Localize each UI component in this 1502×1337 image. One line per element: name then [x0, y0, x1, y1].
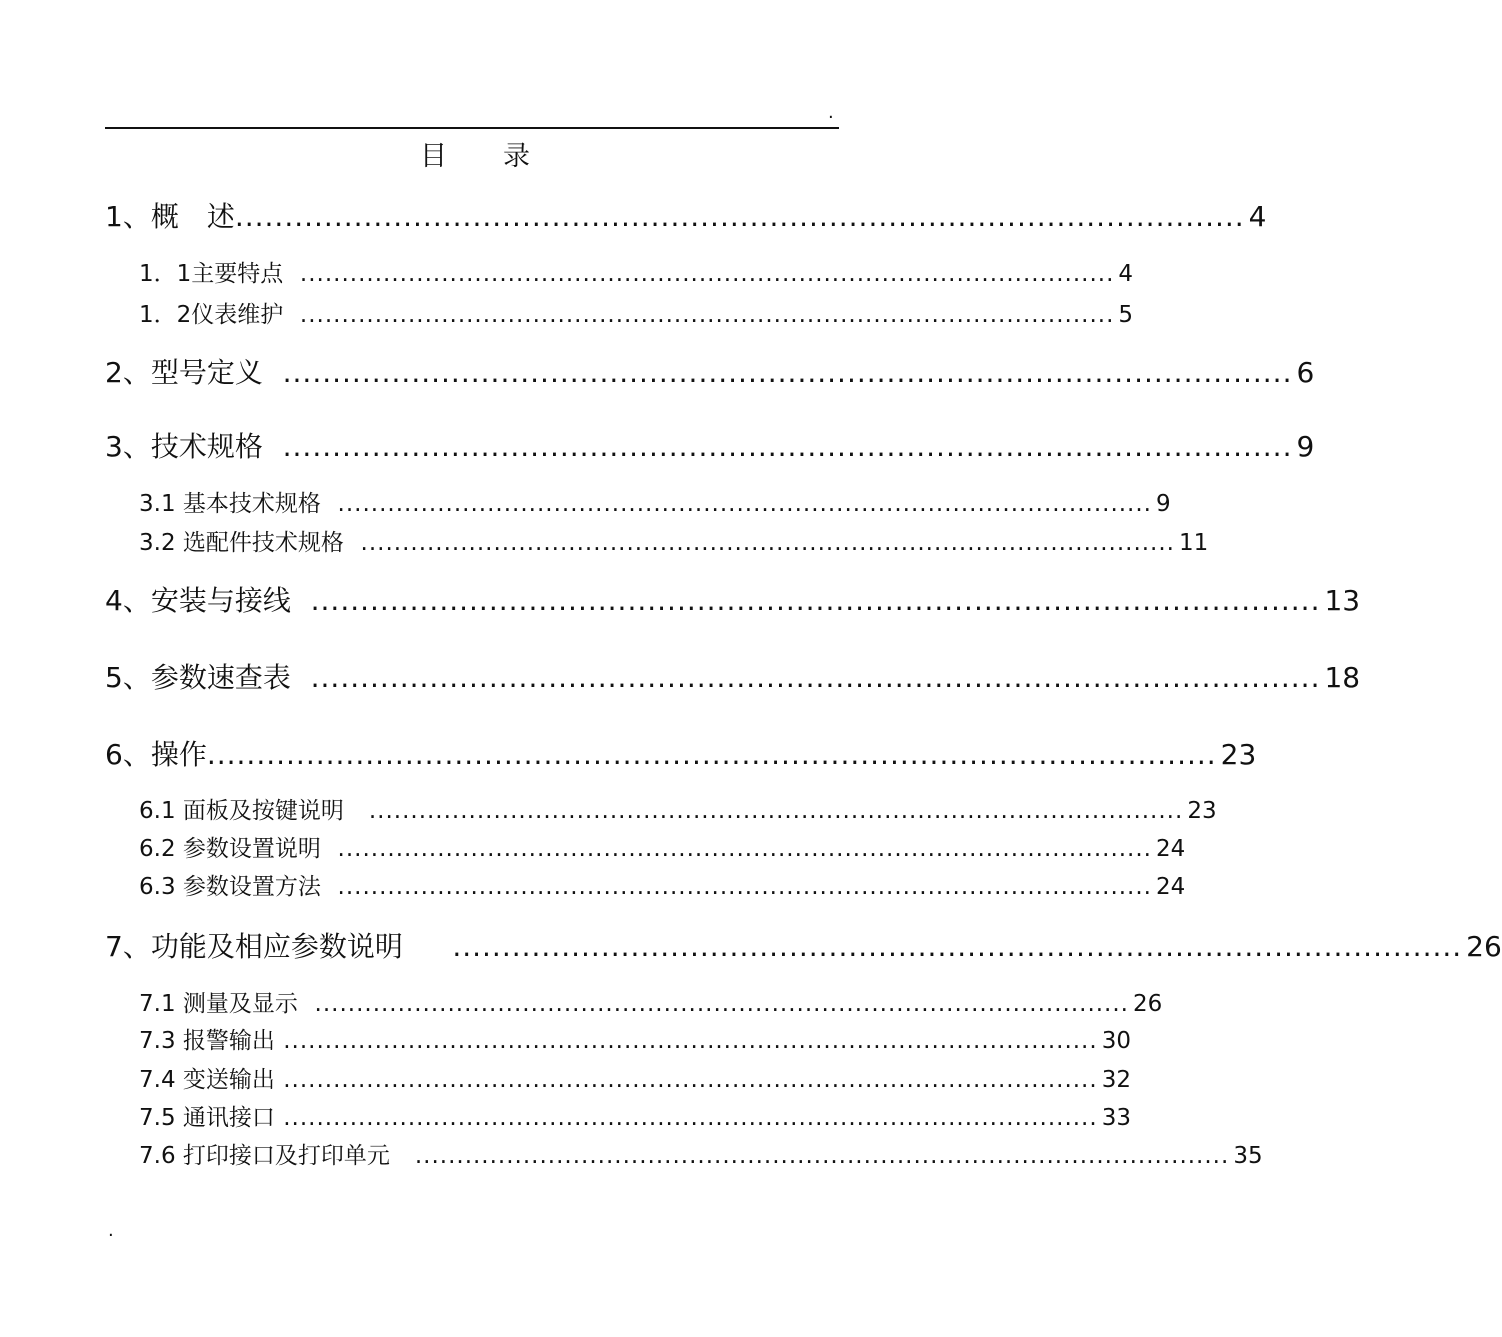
toc-entry-label: 4、安装与接线 — [105, 584, 291, 617]
toc-entry-6-1[interactable] — [0, 796, 1217, 826]
toc-leader-dots: .................................................................................................. — [389, 1143, 1230, 1169]
toc-entry-page: 9 — [1156, 491, 1171, 517]
toc-leader-dots: .................................................................................................. — [283, 261, 1115, 287]
toc-entry-label: 1．1主要特点 — [139, 261, 284, 287]
toc-leader-dots: ...................................................................................................... — [206, 738, 1217, 771]
toc-entry-label: 6.1 面板及按键说明 — [139, 798, 344, 824]
toc-entry-page: 4 — [1248, 200, 1267, 233]
toc-entry-7-6[interactable] — [0, 1141, 1263, 1171]
toc-entry-page: 13 — [1324, 584, 1361, 617]
toc-leader-dots: .................................................................................................. — [283, 302, 1115, 328]
toc-entry-label: 7.4 变送输出 — [139, 1067, 275, 1093]
header-dot: . — [828, 102, 834, 123]
toc-entry-1-2[interactable] — [0, 300, 1134, 330]
toc-entry-label: 6.3 参数设置方法 — [139, 874, 321, 900]
toc-entry-3[interactable] — [0, 429, 1315, 465]
toc-entry-6-3[interactable] — [0, 872, 1186, 902]
toc-entry-label: 1、概 述 — [105, 200, 235, 233]
footer-dot: . — [108, 1220, 114, 1241]
toc-entry-label: 1．2仪表维护 — [139, 302, 284, 328]
toc-entry-page: 23 — [1187, 798, 1217, 824]
toc-entry-1[interactable] — [0, 199, 1267, 235]
toc-entry-page: 9 — [1296, 430, 1315, 463]
toc-leader-dots: .................................................................................................. — [274, 1067, 1098, 1093]
toc-entry-page: 32 — [1101, 1067, 1131, 1093]
toc-entry-5[interactable] — [0, 660, 1361, 696]
toc-entry-7-5[interactable] — [0, 1103, 1131, 1133]
toc-entry-page: 6 — [1296, 356, 1315, 389]
toc-entry-page: 24 — [1156, 874, 1186, 900]
toc-leader-dots: .................................................................................................. — [274, 1028, 1098, 1054]
toc-entry-page: 23 — [1220, 738, 1257, 771]
toc-leader-dots: .................................................................................................. — [343, 798, 1184, 824]
toc-entry-3-2[interactable] — [0, 528, 1209, 558]
toc-entry-page: 18 — [1324, 661, 1361, 694]
toc-entry-6[interactable] — [0, 737, 1257, 773]
toc-entry-page: 4 — [1118, 261, 1134, 287]
toc-entry-page: 26 — [1133, 991, 1163, 1017]
toc-entry-label: 7.6 打印接口及打印单元 — [139, 1143, 390, 1169]
toc-entry-2[interactable] — [0, 355, 1315, 391]
toc-entry-label: 7.1 测量及显示 — [139, 991, 298, 1017]
toc-entry-page: 24 — [1156, 836, 1186, 862]
toc-title: 目录 — [420, 141, 586, 172]
toc-entry-page: 33 — [1101, 1105, 1131, 1131]
toc-entry-7-3[interactable] — [0, 1026, 1131, 1056]
toc-entry-label: 2、型号定义 — [105, 356, 263, 389]
toc-entry-4[interactable] — [0, 583, 1361, 619]
toc-leader-dots: .................................................................................................. — [320, 874, 1152, 900]
toc-entry-3-1[interactable] — [0, 489, 1171, 519]
toc-entry-label: 6.2 参数设置说明 — [139, 836, 321, 862]
toc-entry-label: 7.3 报警输出 — [139, 1028, 275, 1054]
toc-entry-label: 5、参数速查表 — [105, 661, 291, 694]
toc-entry-7-1[interactable] — [0, 989, 1163, 1019]
toc-leader-dots: .................................................................................................. — [297, 991, 1129, 1017]
toc-leader-dots: ...................................................................................................... — [402, 930, 1463, 963]
toc-entry-7-4[interactable] — [0, 1065, 1131, 1095]
toc-leader-dots: ...................................................................................................... — [262, 356, 1293, 389]
toc-leader-dots: .................................................................................................. — [274, 1105, 1098, 1131]
toc-entry-label: 3.1 基本技术规格 — [139, 491, 321, 517]
toc-entry-label: 7、功能及相应参数说明 — [105, 930, 403, 963]
toc-entry-7[interactable] — [0, 929, 1502, 965]
toc-entry-label: 3.2 选配件技术规格 — [139, 530, 344, 556]
toc-leader-dots: ...................................................................................................... — [290, 584, 1321, 617]
toc-entry-page: 5 — [1118, 302, 1134, 328]
toc-leader-dots: .................................................................................................. — [320, 491, 1152, 517]
toc-leader-dots: ...................................................................................................... — [290, 661, 1321, 694]
toc-entry-label: 6、操作 — [105, 738, 207, 771]
toc-entry-page: 26 — [1466, 930, 1502, 963]
toc-entry-page: 35 — [1233, 1143, 1263, 1169]
toc-entry-page: 11 — [1179, 530, 1209, 556]
toc-entry-6-2[interactable] — [0, 834, 1186, 864]
toc-entry-page: 30 — [1101, 1028, 1131, 1054]
toc-leader-dots: .................................................................................................. — [320, 836, 1152, 862]
toc-leader-dots: .................................................................................................. — [343, 530, 1175, 556]
toc-leader-dots: ...................................................................................................... — [262, 430, 1293, 463]
toc-entry-1-1[interactable] — [0, 259, 1134, 289]
toc-leader-dots: ...................................................................................................... — [234, 200, 1245, 233]
toc-entry-label: 3、技术规格 — [105, 430, 263, 463]
toc-entry-label: 7.5 通讯接口 — [139, 1105, 275, 1131]
